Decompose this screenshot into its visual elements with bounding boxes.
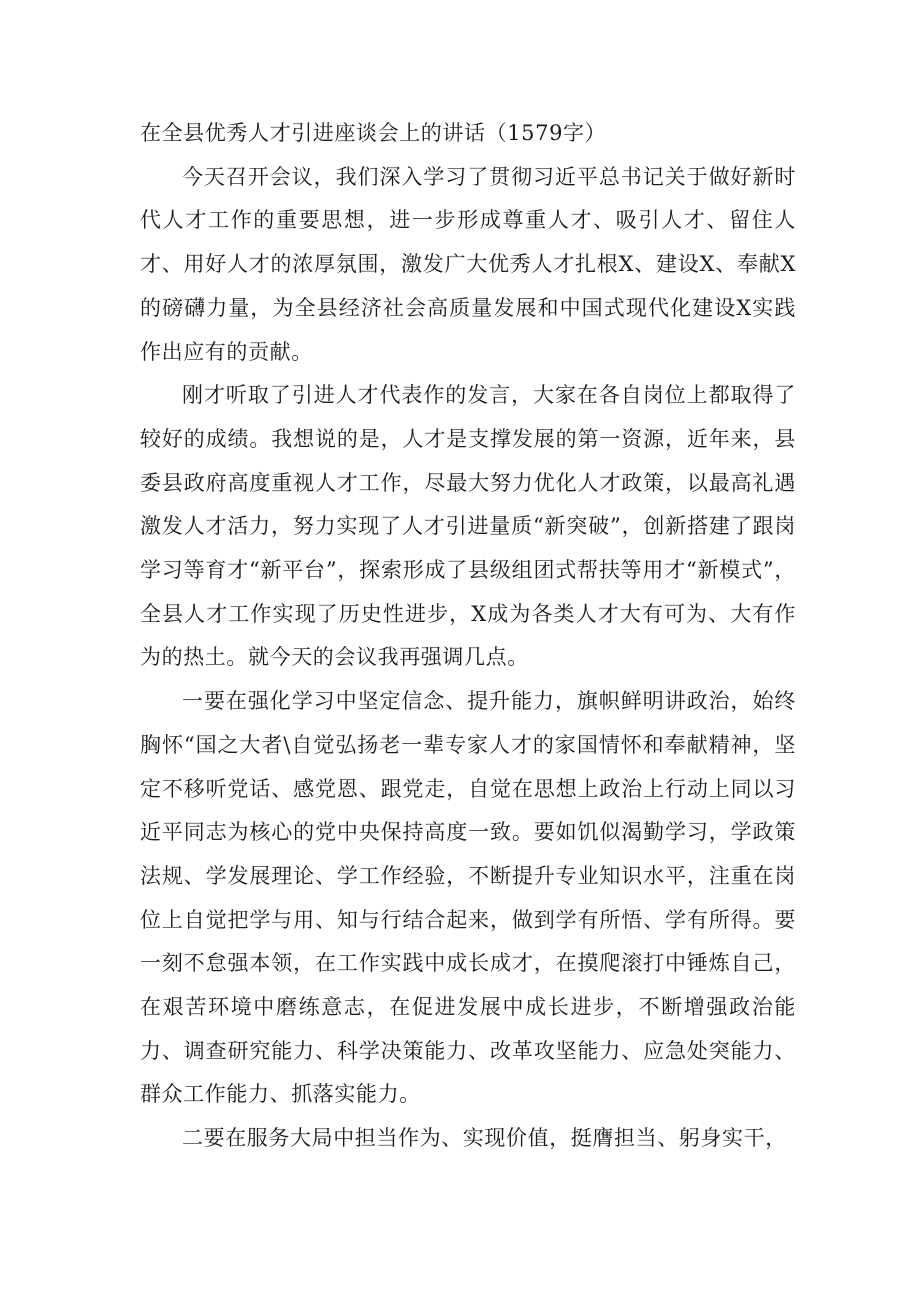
- document-body: [140, 112, 796, 1161]
- document-title: 在全县优秀人才引进座谈会上的讲话（1579字）: [140, 121, 607, 145]
- paragraph-achievements: 刚才听取了引进人才代表作的发言，大家在各自岗位上都取得了较好的成绩。我想说的是，人才是支撑发展的第一资源，近年来，县委县政府高度重视人才工作，尽最大努力优化人才政策，以最高礼遇激发人才活力，努力实现了人才引进量质“新突破”，创新搭建了跟岗学习等育才“新平台”，探索形成了县级组团式帮扶等用才“新模式”，全县人才工作实现了历史性进步，X成为各类人才大有可为、大有作为的热土。就今天的会议我再强调几点。: [140, 383, 796, 670]
- paragraph-point-one: 一要在强化学习中坚定信念、提升能力，旗帜鲜明讲政治，始终胸怀“国之大者\自觉弘扬老一辈专家人才的家国情怀和奉献精神，坚定不移听党话、感党恩、跟党走，自觉在思想上政治上行动上同以习近平同志为核心的党中央保持高度一致。要如饥似渴勤学习，学政策法规、学发展理论、学工作经验，不断提升专业知识水平，注重在岗位上自觉把学与用、知与行结合起来，做到学有所悟、学有所得。要一刻不怠强本领，在工作实践中成长成才，在摸爬滚打中锤炼自己，在艰苦环境中磨练意志，在促进发展中成长进步，不断增强政治能力、调查研究能力、科学决策能力、改革攻坚能力、应急处突能力、群众工作能力、抓落实能力。: [140, 689, 796, 1107]
- paragraph-opening: 今天召开会议，我们深入学习了贯彻习近平总书记关于做好新时代人才工作的重要思想，进一步形成尊重人才、吸引人才、留住人才、用好人才的浓厚氛围，激发广大优秀人才扎根X、建设X、奉献X的磅礴力量，为全县经济社会高质量发展和中国式现代化建设X实践作出应有的贡献。: [140, 164, 796, 364]
- paragraph-point-two: 二要在服务大局中担当作为、实现价值，挺膺担当、躬身实干，: [182, 1126, 787, 1151]
